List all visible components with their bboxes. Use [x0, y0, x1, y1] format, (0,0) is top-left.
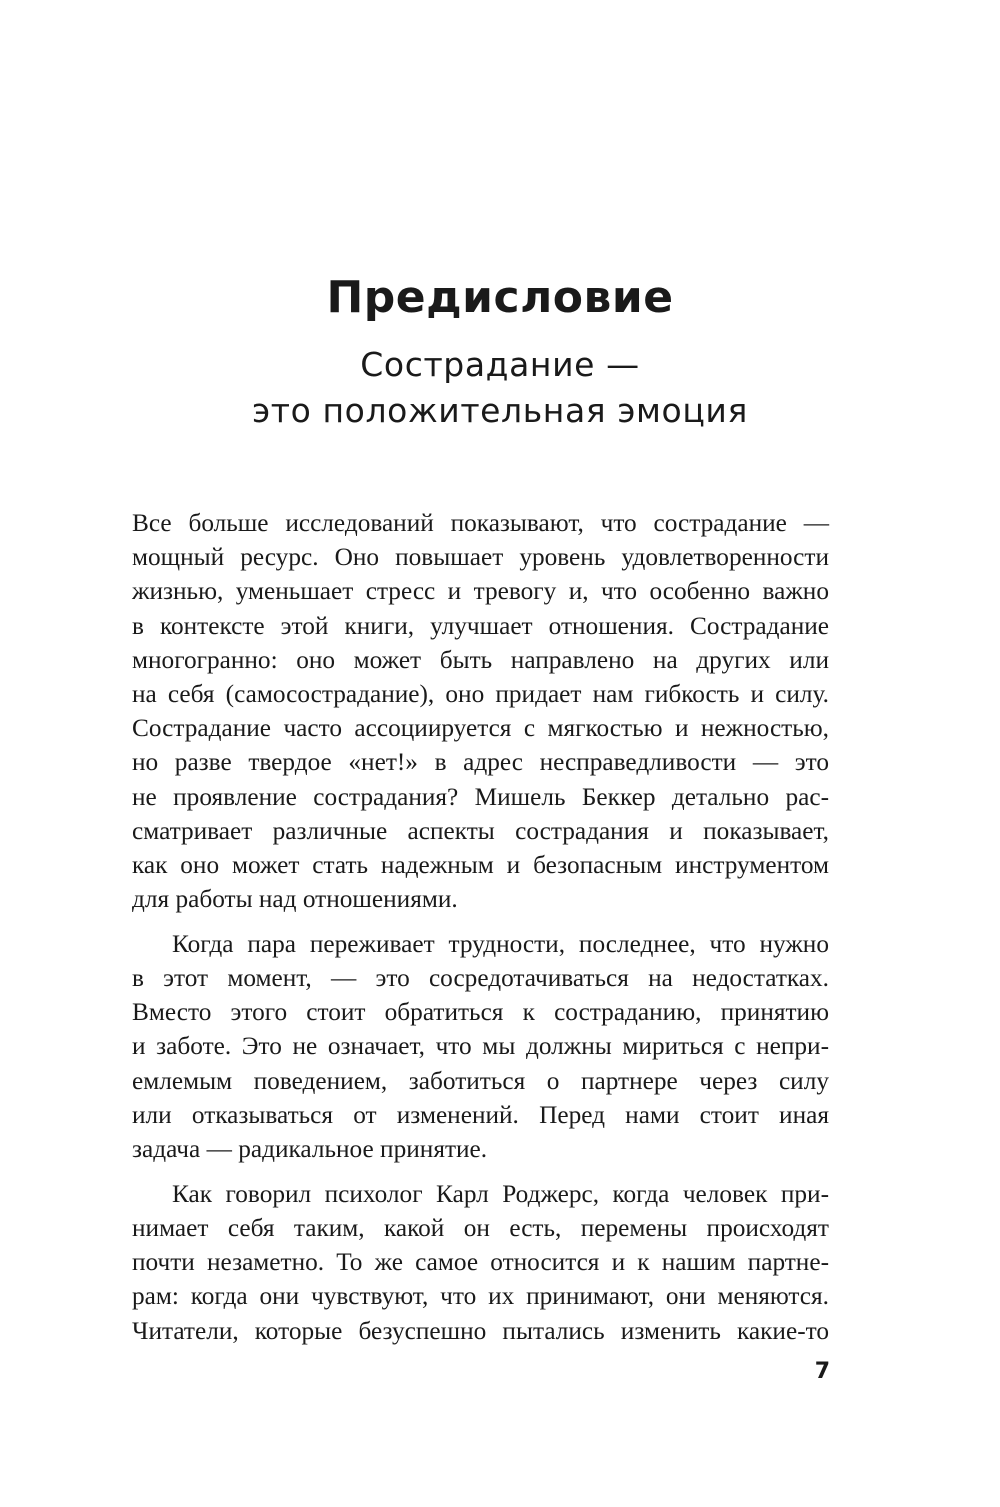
text-line: не проявление сострадания? Мишель Беккер детально рас- — [132, 782, 829, 811]
subtitle-line-2: это положительная эмоция — [252, 391, 748, 430]
text-line: Сострадание часто ассоциируется с мягкостью и нежностью, — [132, 714, 829, 743]
text-line: Когда пара переживает трудности, последнее, что нужно — [172, 929, 829, 958]
text-line: жизнью, уменьшает стресс и тревогу и, что особенно важно — [132, 577, 829, 606]
text-line: в контексте этой книги, улучшает отношения. Сострадание — [132, 611, 829, 640]
paragraph-gap — [132, 1166, 829, 1177]
text-line: нимает себя таким, какой он есть, перемены происходят — [132, 1213, 829, 1242]
subtitle-line-1: Сострадание — — [360, 345, 640, 384]
text-line: многогранно: оно может быть направлено на других или — [132, 645, 829, 674]
text-line: и заботе. Это не означает, что мы должны мириться с непри- — [132, 1032, 829, 1061]
page-number: 7 — [814, 1359, 830, 1384]
text-line: Читатели, которые безуспешно пытались изменить какие-то — [132, 1316, 829, 1345]
text-line: задача — радикальное принятие. — [132, 1134, 488, 1163]
paragraph — [132, 506, 829, 916]
text-line: как оно может стать надежным и безопасным инструментом — [132, 850, 829, 879]
text-line: Все больше исследований показывают, что сострадание — — [132, 509, 829, 537]
text-line: в этот момент, — это сосредотачиваться на недостатках. — [132, 964, 829, 993]
paragraph — [132, 1177, 829, 1348]
body-text — [132, 506, 829, 1348]
text-line: но разве твердое «нет!» в адрес несправедливости — это — [132, 748, 829, 777]
paragraph — [132, 927, 829, 1166]
text-line: емлемым поведением, заботиться о партнере через силу — [132, 1066, 829, 1095]
text-line: Как говорил психолог Карл Роджерс, когда человек при- — [172, 1179, 829, 1208]
text-line: на себя (самосострадание), оно придает нам гибкость и силу. — [132, 679, 829, 708]
text-line: мощный ресурс. Оно повышает уровень удовлетворенности — [132, 543, 829, 572]
text-line: рам: когда они чувствуют, что их принимают, они меняются. — [132, 1282, 829, 1311]
text-line: Вместо этого стоит обратиться к состраданию, принятию — [132, 998, 829, 1027]
text-line: или отказываться от изменений. Перед нами стоит иная — [132, 1100, 829, 1129]
text-line: для работы над отношениями. — [132, 885, 458, 914]
paragraph-gap — [132, 916, 829, 927]
text-line: сматривает различные аспекты сострадания и показывает, — [132, 816, 829, 845]
text-line: почти незаметно. То же самое относится и к нашим партне- — [132, 1248, 829, 1277]
chapter-subtitle — [0, 342, 1000, 434]
chapter-title: Предисловие — [326, 272, 674, 323]
